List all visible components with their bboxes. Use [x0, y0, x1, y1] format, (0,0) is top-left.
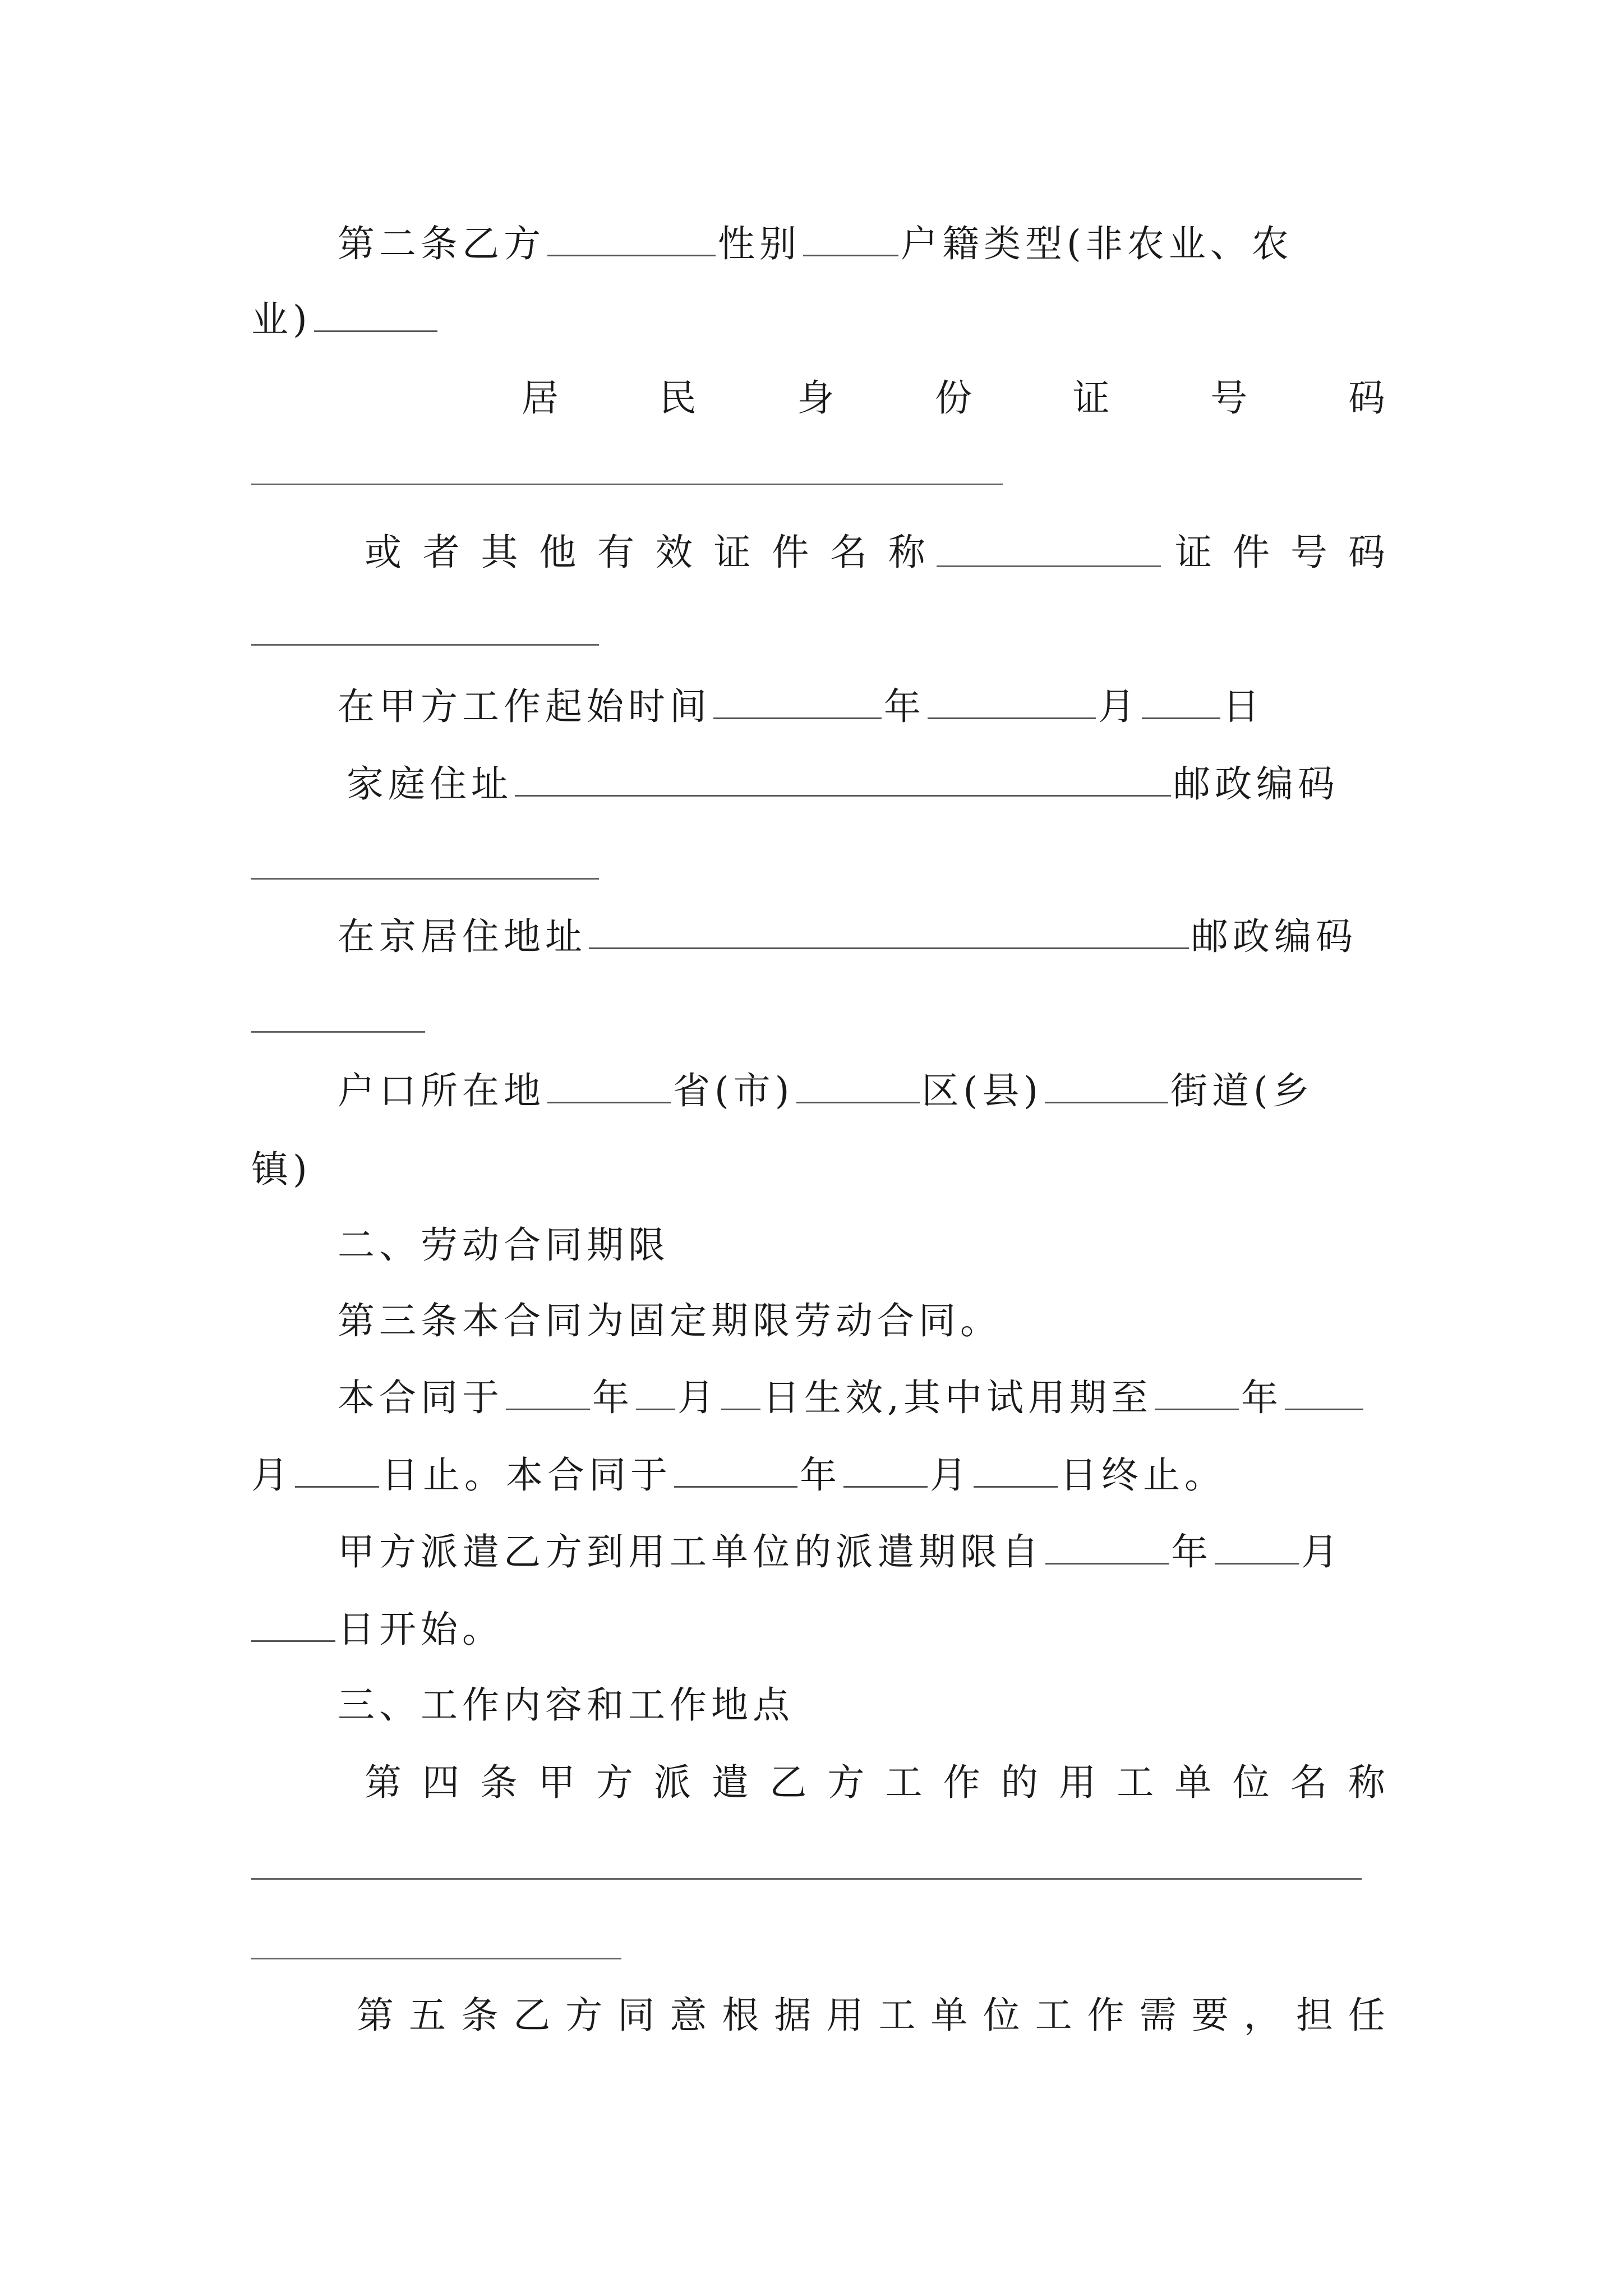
termination-label: 日止。本合同于 [381, 1453, 672, 1497]
char: 件 [772, 531, 809, 574]
month-label: 月 [1301, 1530, 1343, 1573]
start-date-line [338, 684, 1390, 729]
char: 号 [1290, 531, 1327, 574]
char: 方 [827, 1761, 865, 1804]
start-day-blank[interactable] [1142, 686, 1220, 719]
district-label: 区(县) [921, 1069, 1043, 1112]
char: 位 [1232, 1761, 1270, 1804]
article-3 [338, 1299, 1390, 1343]
id-number-label [522, 376, 1385, 421]
start-label: 日开始。 [338, 1608, 504, 1651]
street-label: 街道(乡 [1170, 1069, 1314, 1112]
probation-label: 日生效,其中试用期至 [763, 1376, 1152, 1419]
probation-day-blank[interactable] [295, 1455, 379, 1488]
day-label: 日 [1223, 685, 1264, 728]
dispatch-month-blank[interactable] [1215, 1531, 1299, 1565]
household-type-blank[interactable] [314, 299, 437, 332]
char: 其 [481, 531, 518, 574]
char: 称 [1348, 1761, 1385, 1804]
char: 证 [1175, 531, 1212, 574]
home-address-label: 家庭住址 [347, 762, 513, 806]
char: 位 [983, 1994, 1020, 2037]
char: 同 [617, 1994, 655, 2037]
article-2-line-2 [251, 297, 1390, 342]
termination-day-blank[interactable] [974, 1455, 1058, 1488]
char: 码 [1348, 376, 1385, 420]
other-id-number-blank[interactable] [251, 644, 599, 646]
char: 效 [655, 531, 693, 574]
char: 条 [480, 1761, 518, 1804]
beijing-postcode-label: 邮政编码 [1191, 915, 1357, 958]
beijing-postcode-blank[interactable] [251, 1031, 425, 1033]
beijing-address-line [338, 914, 1390, 959]
section-heading-text: 三、工作内容和工作地点 [338, 1683, 794, 1727]
effective-year-blank[interactable] [506, 1377, 590, 1410]
dispatch-period-label: 甲方派遣乙方到用工单位的派遣期限自 [338, 1530, 1043, 1573]
hukou-district-blank[interactable] [796, 1070, 920, 1103]
char: 工 [885, 1761, 923, 1804]
char: 有 [597, 531, 635, 574]
char: 乙 [513, 1994, 551, 2037]
dispatch-period-line [338, 1530, 1390, 1575]
char: 五 [409, 1994, 446, 2037]
article-3-text: 第三条本合同为固定期限劳动合同。 [338, 1299, 1002, 1342]
char: 码 [1348, 531, 1385, 574]
start-date-label: 在甲方工作起始时间 [338, 685, 711, 728]
char: 工 [1035, 1994, 1072, 2037]
beijing-address-label: 在京居住地址 [338, 915, 587, 958]
section-2-heading [338, 1223, 1390, 1268]
year-label: 年 [1171, 1530, 1212, 1573]
gender-label: 性别 [718, 222, 801, 265]
home-postcode-label: 邮政编码 [1173, 762, 1339, 806]
effective-month-blank[interactable] [636, 1377, 675, 1410]
char: 根 [722, 1994, 759, 2037]
char: 他 [539, 531, 577, 574]
section-heading-text: 二、劳动合同期限 [338, 1223, 670, 1267]
effective-date-line [338, 1375, 1390, 1420]
char: 方 [565, 1994, 603, 2037]
char: 工 [1117, 1761, 1154, 1804]
char: 用 [826, 1994, 864, 2037]
char: 民 [659, 376, 697, 420]
dispatch-period-line-2 [251, 1607, 1390, 1652]
char: 要 [1191, 1994, 1229, 2037]
hukou-line-2 [251, 1147, 1390, 1192]
section-3-heading [338, 1683, 1390, 1728]
char: 担 [1295, 1994, 1333, 2037]
month-label: 月 [677, 1376, 719, 1419]
effective-day-blank[interactable] [721, 1377, 760, 1410]
household-type-label: 户籍类型(非农业、农 [901, 222, 1293, 265]
end-label: 日终止。 [1060, 1453, 1226, 1497]
probation-month-blank[interactable] [1285, 1377, 1363, 1410]
other-id-name-blank[interactable] [937, 565, 1161, 567]
article-5-line [357, 1993, 1385, 2038]
province-label: 省(市) [673, 1069, 794, 1112]
char: 件 [1233, 531, 1270, 574]
employer-name-blank[interactable] [251, 1878, 1362, 1880]
home-address-line [347, 762, 1399, 807]
char: 单 [1174, 1761, 1212, 1804]
article-4-line [365, 1760, 1385, 1805]
hukou-label: 户口所在地 [338, 1069, 545, 1112]
year-label: 年 [592, 1376, 634, 1419]
char: 甲 [538, 1761, 575, 1804]
char: 或 [365, 531, 402, 574]
household-type-label-cont: 业) [251, 298, 312, 341]
char: 者 [422, 531, 460, 574]
town-label: 镇) [251, 1148, 312, 1191]
char: 作 [943, 1761, 980, 1804]
dispatch-day-blank[interactable] [251, 1609, 335, 1642]
char: 身 [797, 376, 834, 420]
month-label: 月 [251, 1453, 293, 1497]
probation-year-blank[interactable] [1155, 1377, 1239, 1410]
other-id-name-label [365, 530, 925, 575]
home-postcode-blank[interactable] [251, 878, 599, 880]
other-id-number-label [1175, 530, 1385, 575]
effective-label: 本合同于 [338, 1376, 504, 1419]
char: 的 [1000, 1761, 1038, 1804]
char: 需 [1139, 1994, 1177, 2037]
char: 单 [930, 1994, 968, 2037]
termination-date-line [251, 1453, 1390, 1498]
char: 用 [1059, 1761, 1096, 1804]
start-year-blank[interactable] [713, 686, 882, 719]
dispatch-year-blank[interactable] [1045, 1531, 1169, 1565]
char: 作 [1087, 1994, 1124, 2037]
char: 第 [365, 1761, 402, 1804]
char: 方 [596, 1761, 633, 1804]
char: ， [1243, 1994, 1281, 2037]
hukou-province-blank[interactable] [547, 1070, 671, 1103]
char: 乙 [769, 1761, 807, 1804]
party-b-name-blank[interactable] [547, 223, 716, 256]
char: 工 [878, 1994, 916, 2037]
char: 称 [888, 531, 925, 574]
char: 证 [1072, 376, 1110, 420]
char: 份 [934, 376, 972, 420]
article-2-party-b-label: 第二条乙方 [338, 222, 545, 265]
year-label: 年 [1241, 1376, 1283, 1419]
beijing-address-blank[interactable] [589, 916, 1189, 949]
start-month-blank[interactable] [928, 686, 1096, 719]
hukou-street-blank[interactable] [1045, 1070, 1168, 1103]
char: 条 [461, 1994, 499, 2037]
employer-name-blank-2[interactable] [251, 1958, 621, 1959]
char: 证 [713, 531, 751, 574]
termination-month-blank[interactable] [843, 1455, 928, 1488]
year-label: 年 [800, 1453, 841, 1497]
char: 号 [1210, 376, 1248, 420]
gender-blank[interactable] [803, 223, 898, 256]
month-label: 月 [930, 1453, 971, 1497]
month-label: 月 [1098, 685, 1140, 728]
char: 派 [653, 1761, 691, 1804]
termination-year-blank[interactable] [674, 1455, 797, 1488]
char: 据 [774, 1994, 811, 2037]
char: 名 [830, 531, 868, 574]
char: 任 [1348, 1994, 1385, 2037]
article-2-line-1 [338, 222, 1390, 266]
char: 第 [357, 1994, 394, 2037]
char: 名 [1290, 1761, 1327, 1804]
char: 意 [670, 1994, 707, 2037]
char: 居 [522, 376, 559, 420]
year-label: 年 [884, 685, 925, 728]
home-address-blank[interactable] [515, 763, 1171, 797]
id-number-blank[interactable] [251, 484, 1003, 485]
char: 四 [422, 1761, 460, 1804]
char: 遣 [712, 1761, 749, 1804]
hukou-line [338, 1069, 1390, 1114]
